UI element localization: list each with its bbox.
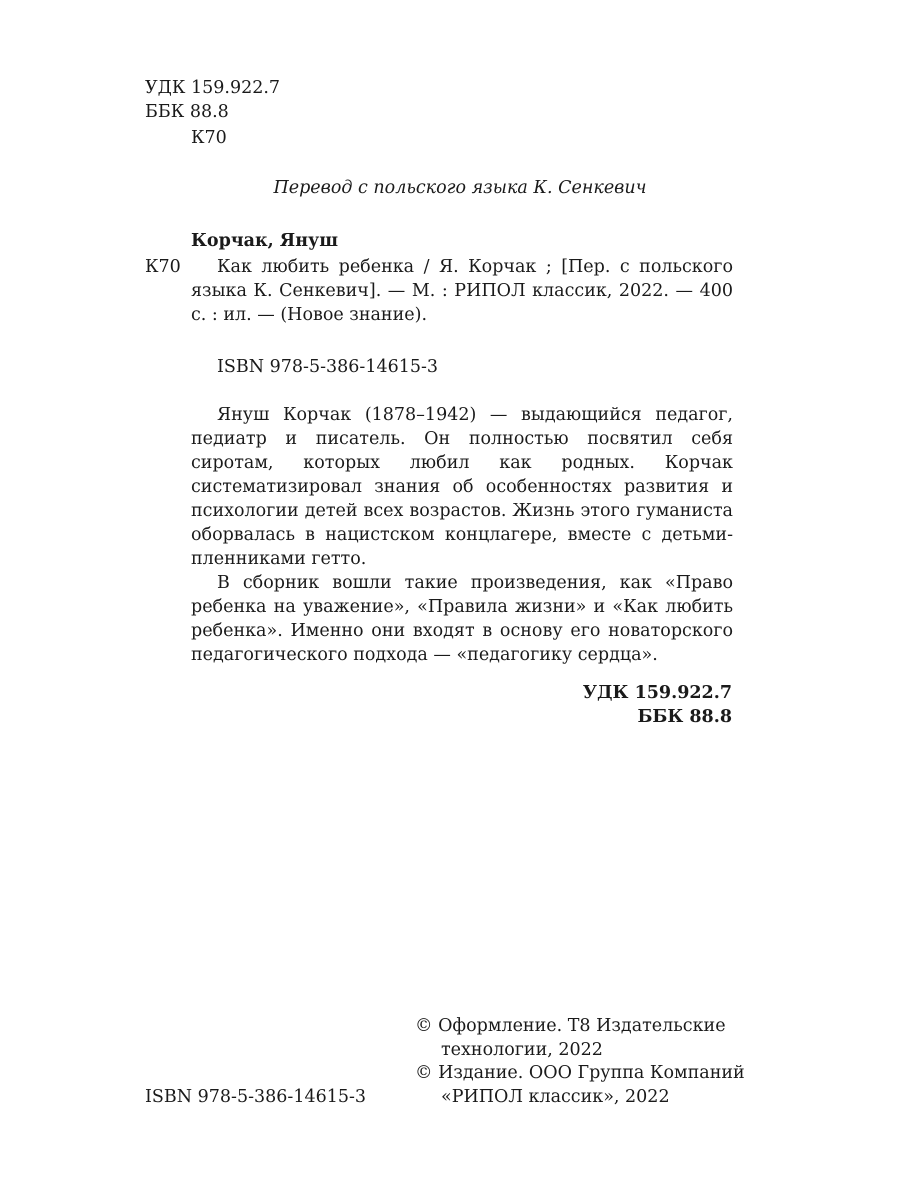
- udk-code-right: УДК 159.922.7: [582, 683, 732, 703]
- copyright-edition-line-2: «РИПОЛ классик», 2022: [441, 1087, 670, 1107]
- catalog-description-text: Как любить ребенка / Я. Корчак ; [Пер. с польского языка К. Сенкевич]. — М. : РИПОЛ классик, 2022. — 400 с. : ил. — (Новое знание).: [191, 257, 733, 325]
- translation-credit: Перевод с польского языка К. Сенкевич: [273, 178, 647, 198]
- copyright-design-line-2: технологии, 2022: [441, 1040, 603, 1060]
- annotation-paragraph-2: В сборник вошли такие произведения, как «Право ребенка на уважение», «Правила жизни» и «Как любить ребенка». Именно они входят в основу его новаторского педагогического подхода — «педагогику сердца».: [191, 573, 733, 665]
- bbk-code: ББК 88.8: [145, 102, 229, 122]
- copyright-edition-line-1: © Издание. ООО Группа Компаний: [415, 1063, 745, 1083]
- catalog-description: [191, 255, 733, 327]
- udk-code: УДК 159.922.7: [145, 78, 281, 98]
- annotation: [191, 403, 733, 667]
- catalog-mark: К70: [145, 257, 181, 277]
- catalog-author: Корчак, Януш: [191, 231, 339, 251]
- catalog-isbn: ISBN 978-5-386-14615-3: [217, 357, 439, 377]
- author-mark: К70: [191, 128, 227, 148]
- copyright-design-line-1: © Оформление. Т8 Издательские: [415, 1016, 726, 1036]
- annotation-paragraph-1: Януш Корчак (1878–1942) — выдающийся педагог, педиатр и писатель. Он полностью посвятил себя сиротам, которых любил как родных. Корчак систематизировал знания об особенностях развития и психологии детей всех возрастов. Жизнь этого гуманиста оборвалась в нацистском концлагере, вместе с детьми-пленниками гетто.: [191, 405, 733, 569]
- footer-isbn: ISBN 978-5-386-14615-3: [145, 1087, 367, 1107]
- bbk-code-right: ББК 88.8: [637, 707, 732, 727]
